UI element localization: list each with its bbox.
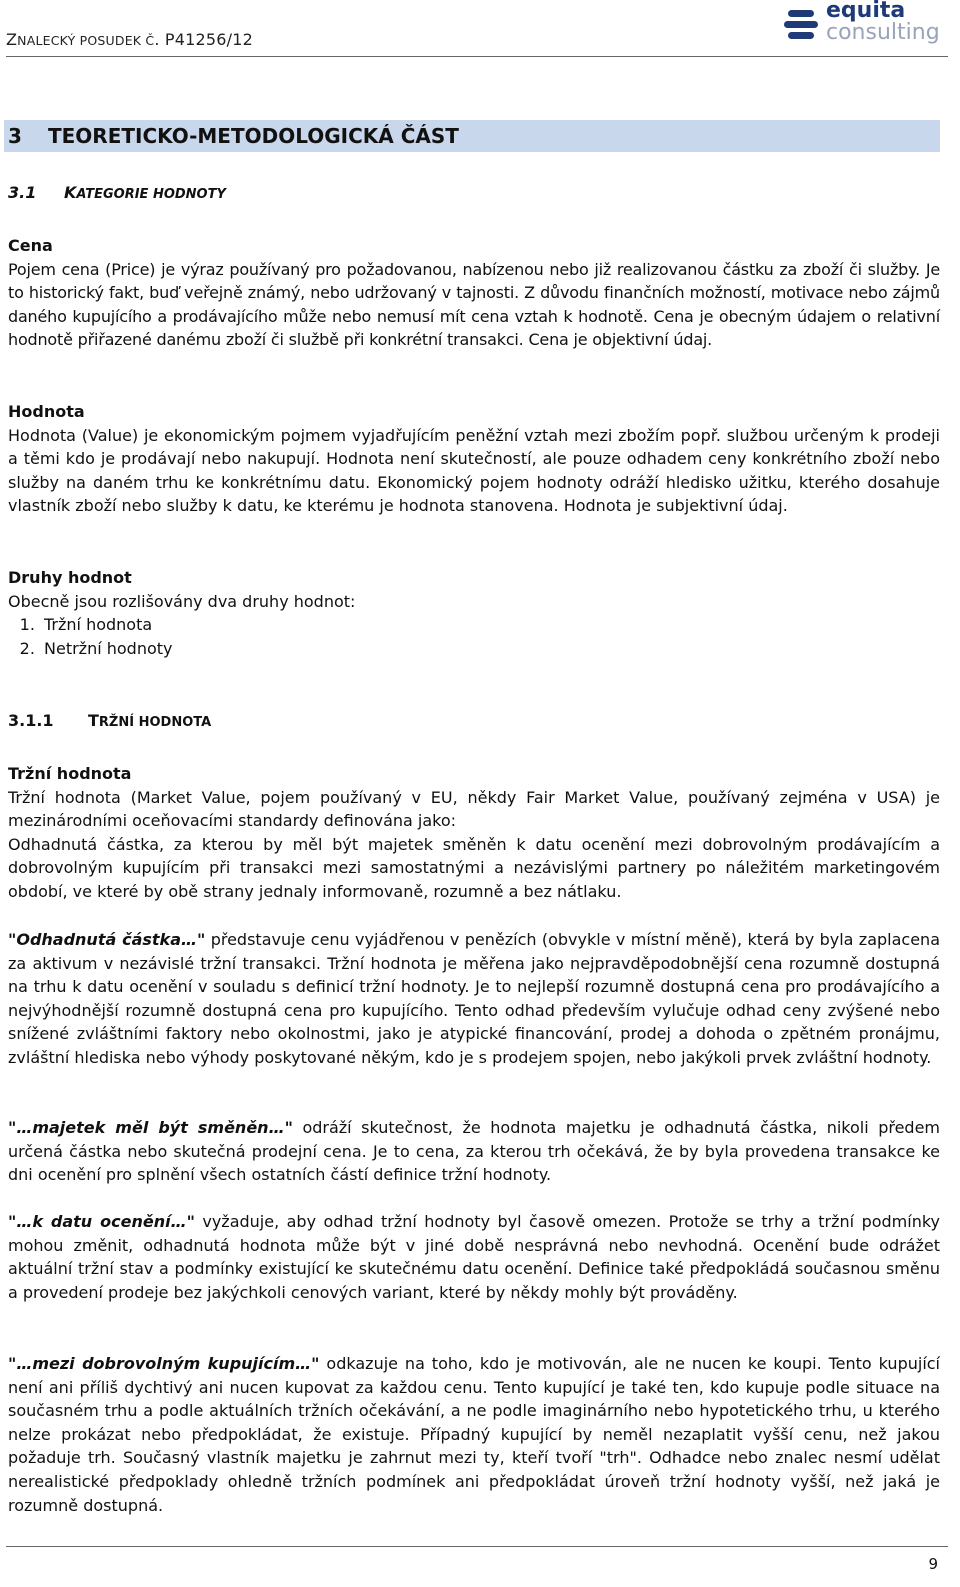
list-item: 2. Netržní hodnoty xyxy=(40,637,940,661)
definition-paragraph: "…majetek měl být směněn…" odráží skutečnost, že hodnota majetku je odhadnutá částka, nikoli předem určená částka nebo skutečná prodejní cena. Je to cena, za kterou trh očekává, že by byla provedena transakce ke dni ocenění pro splnění všech ostatních částí definice tržní hodnoty. xyxy=(8,1118,941,1185)
list-item: 1. Tržní hodnota xyxy=(40,613,940,637)
subsection-heading: 3.1 KATEGORIE HODNOTY xyxy=(8,183,226,202)
hodnota-label: Hodnota xyxy=(8,402,85,421)
cena-paragraph: Pojem cena (Price) je výraz používaný pro požadovanou, nabízenou nebo již realizovanou částku za zboží či služby. Je to historický fakt, buď veřejně známý, nebo udržovaný v tajnosti. Z důvodu finančních možností, motivace nebo zájmů daného kupujícího a prodávajícího může nebo nemusí mít cena vztah k hodnotě. Cena je obecným údajem o relativní hodnotě přiřazené danému zboží či službě při konkrétní transakci. Cena je objektivní údaj. xyxy=(8,259,940,350)
definition-lead: "…mezi dobrovolným kupujícím…" xyxy=(8,1354,320,1373)
page-header xyxy=(6,0,948,58)
cena-block xyxy=(8,234,940,352)
definition-block xyxy=(8,928,940,1070)
trzni-label: Tržní hodnota xyxy=(8,764,132,783)
section-heading: 3 TEORETICKO-METODOLOGICKÁ ČÁST xyxy=(8,124,459,148)
cena-label: Cena xyxy=(8,236,53,255)
definition-paragraph: "…k datu ocenění…" vyžaduje, aby odhad tržní hodnoty byl časově omezen. Protože se trhy a tržní podmínky mohou změnit, odhadnutá hodnota může být v jiné době nesprávná nebo nevhodná. Ocenění bude odrážet aktuální tržní stav a podmínky existující ke skutečnému datu ocenění. Definice také předpokládá současnou směnu a provedení prodeje bez jakýchkoli cenových variant, které by někdy mohly být prováděny. xyxy=(8,1212,941,1302)
definition-lead: "…majetek měl být směněn…" xyxy=(8,1118,293,1137)
hodnota-block xyxy=(8,400,940,518)
company-logo xyxy=(784,2,948,46)
definition-block xyxy=(8,1352,940,1517)
definition-lead: "…k datu ocenění…" xyxy=(8,1212,195,1231)
trzni-block xyxy=(8,762,940,904)
footer-divider xyxy=(6,1546,948,1547)
document-title: ZNALECKÝ POSUDEK Č. P41256/12 xyxy=(6,30,253,49)
header-divider xyxy=(6,56,948,57)
druhy-list xyxy=(8,613,940,660)
definition-lead: "Odhadnutá částka…" xyxy=(8,930,206,949)
definition-paragraph: "…mezi dobrovolným kupujícím…" odkazuje na toho, kdo je motivován, ale ne nucen ke koupi. Tento kupující není ani příliš dychtivý ani nucen kupovat za každou cenu. Tento kupující je také ten, kdo kupuje podle situace na současném trhu a podle aktuálních tržních očekávání, a ne podle imaginárního nebo hypotetického trhu, u kterého nelze prokázat nebo předpokládat, že existuje. Případný kupující by neměl nezaplatit vyšší cenu, než jakou požaduje trh. Současný vlastník majetku je zahrnut mezi ty, kteří tvoří "trh". Odhadce nebo znalec nesmí udělat nerealistické předpoklady ohledně tržních podmínek ani předpokládat úroveň tržní hodnoty vyšší, než jaká je rozumně dostupná. xyxy=(8,1354,941,1515)
logo-mark-icon xyxy=(784,8,822,42)
subsubsection-heading: 3.1.1 TRŽNÍ HODNOTA xyxy=(8,711,212,730)
definition-paragraph: "Odhadnutá částka…" představuje cenu vyjádřenou v penězích (obvykle v místní měně), která by byla zaplacena za aktivum v nezávislé tržní transakci. Tržní hodnota je měřena jako nejpravděpodobnější cena rozumně dostupná na trhu k datu ocenění v souladu s definicí tržní hodnoty. Je to nejlepší rozumně dostupná cena pro prodávajícího a nejvýhodnější rozumně dostupná cena pro kupujícího. Tento odhad především vylučuje odhad ceny zvýšené nebo snížené zvláštními faktory nebo okolnostmi, jako je atypické financování, prodej a dohoda o zpětném pronájmu, zvláštní hlediska nebo výhody poskytované někým, kdo je s prodejem spojen, nebo jakýkoli prvek zvláštní hodnoty. xyxy=(8,930,941,1067)
logo-text-consulting: consulting xyxy=(826,20,940,45)
trzni-paragraph-definition: Odhadnutá částka, za kterou by měl být majetek směněn k datu ocenění mezi dobrovolným prodávajícím a dobrovolným kupujícím při transakci mezi samostatnými a nezávislými partnery po náležitém marketingovém období, ve které by obě strany jednaly informovaně, rozumně a bez nátlaku. xyxy=(8,834,940,901)
page-number: 9 xyxy=(928,1555,938,1573)
definition-block xyxy=(8,1210,940,1304)
trzni-paragraph-intro: Tržní hodnota (Market Value, pojem používaný v EU, někdy Fair Market Value, používaný zejména v USA) je mezinárodními oceňovacími standardy definována jako: xyxy=(8,787,940,831)
logo-text-equita: equita xyxy=(826,0,906,23)
hodnota-paragraph: Hodnota (Value) je ekonomickým pojmem vyjadřujícím peněžní vztah mezi zbožím popř. službou určeným k prodeji a těmi kdo je prodávají nebo nakupují. Hodnota není skutečností, ale pouze odhadem ceny konkrétního zboží nebo služby na daném trhu ke konkrétnímu datu. Ekonomický pojem hodnoty odráží hledisko užitku, kterého dosahuje vlastník zboží nebo služby k datu, ke kterému je hodnota stanovena. Hodnota je subjektivní údaj. xyxy=(8,425,940,516)
druhy-block xyxy=(8,566,940,660)
druhy-label: Druhy hodnot xyxy=(8,568,132,587)
definition-block xyxy=(8,1116,940,1187)
druhy-intro: Obecně jsou rozlišovány dva druhy hodnot: xyxy=(8,591,356,611)
